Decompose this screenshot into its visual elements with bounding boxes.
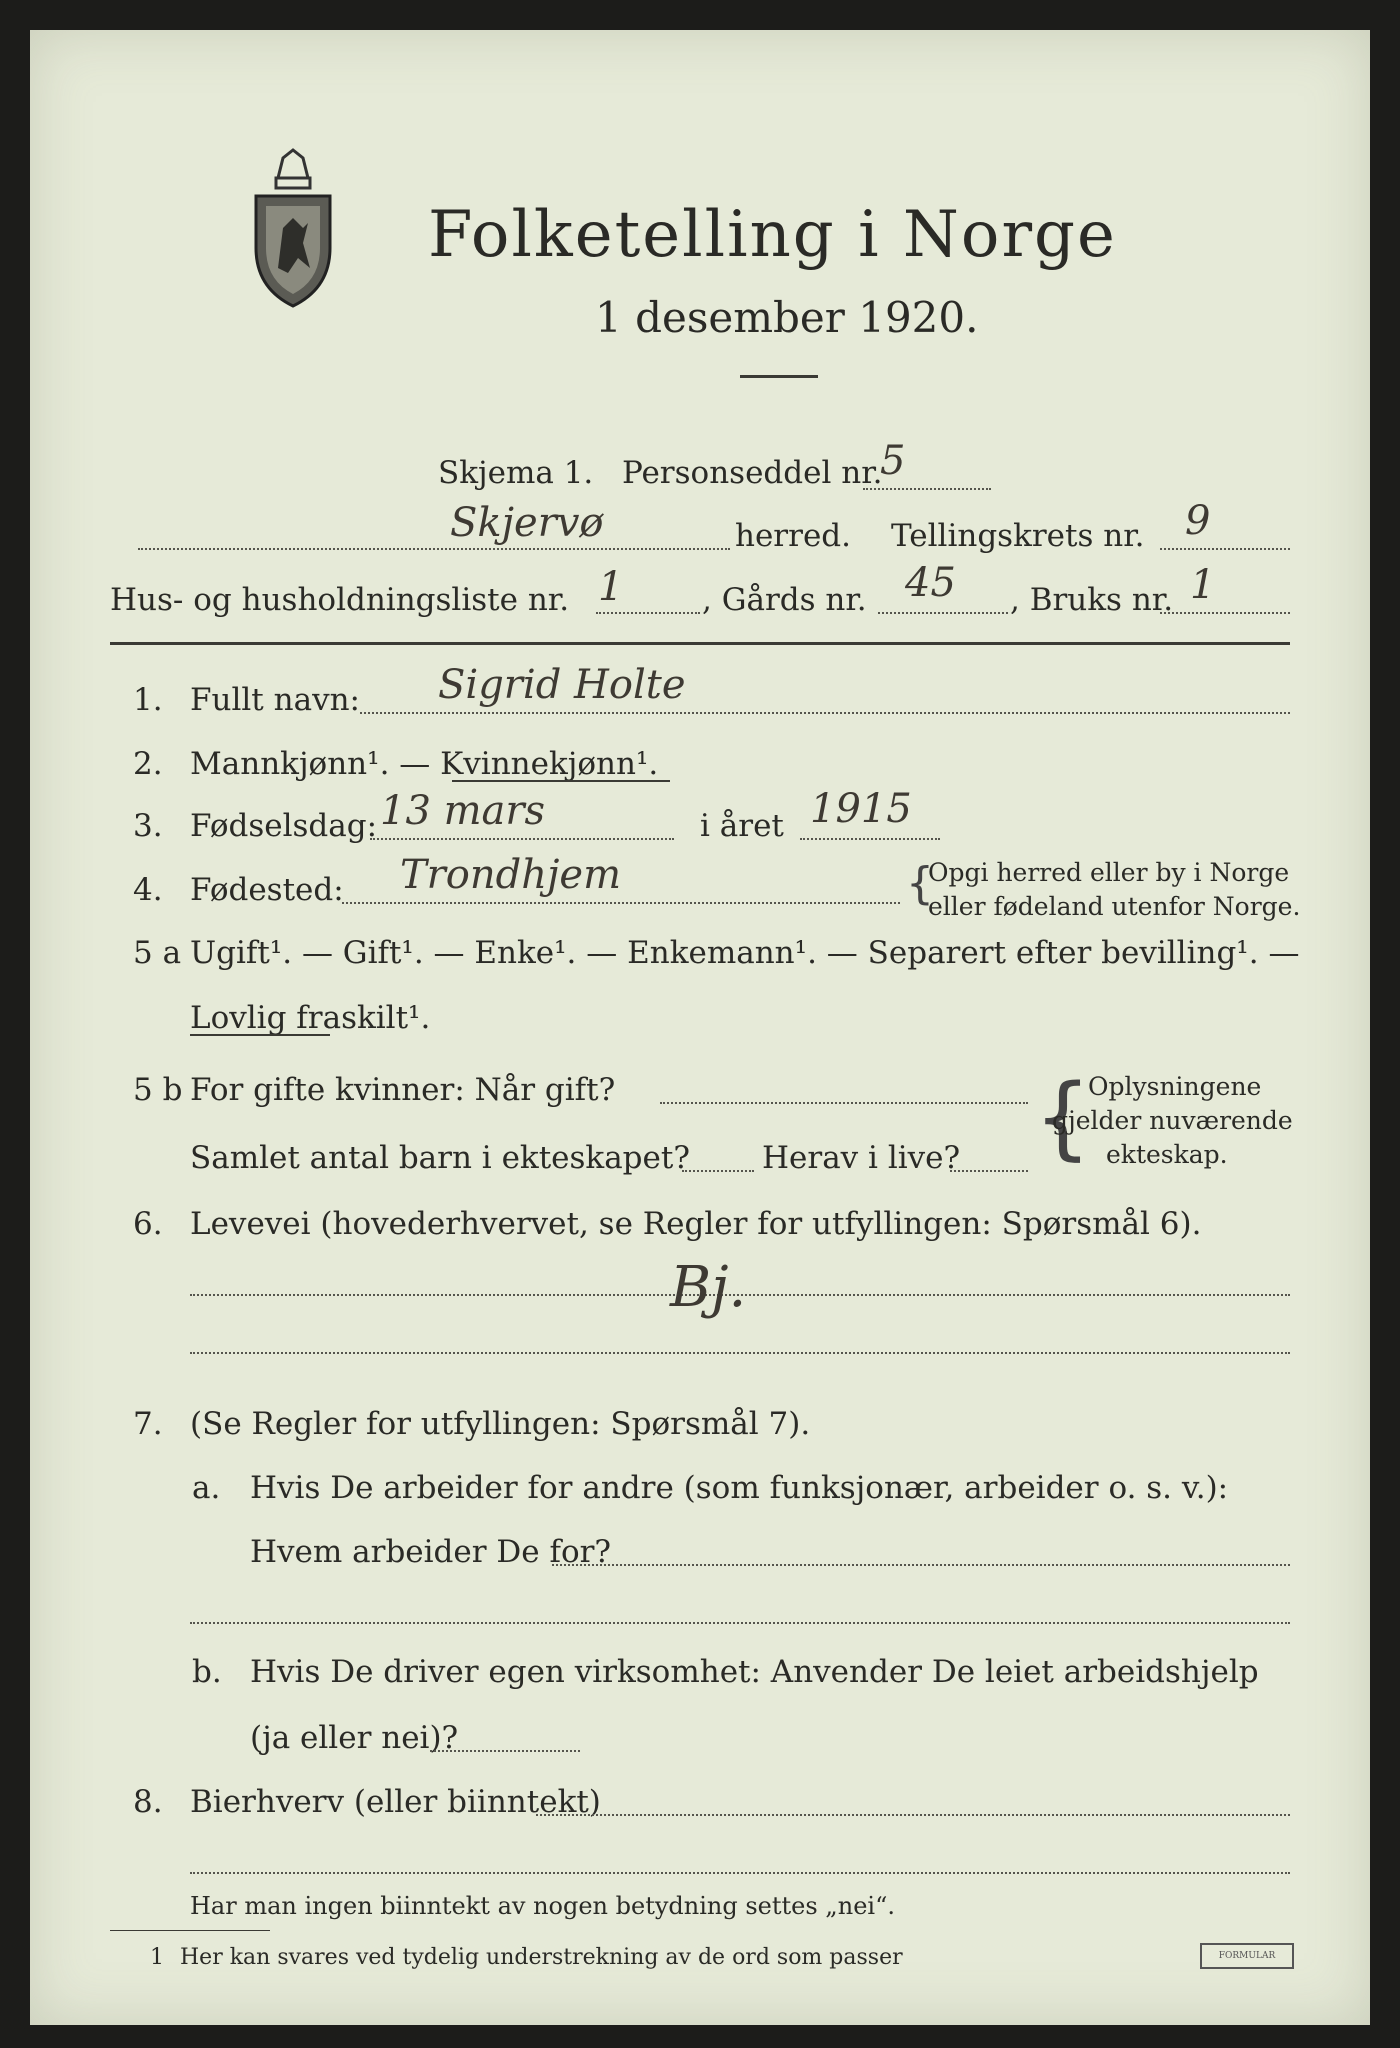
q8-number: 8. xyxy=(133,1784,163,1820)
herred-value[interactable]: Skjervø xyxy=(450,500,604,546)
biinntekt-note: Har man ingen biinntekt av nogen betydning settes „nei“. xyxy=(190,1892,895,1920)
q5b-note-line3: ekteskap. xyxy=(1106,1140,1228,1169)
q5a-line2: Lovlig fraskilt¹. xyxy=(190,1000,431,1036)
q7b-letter: b. xyxy=(192,1654,222,1690)
q6-number: 6. xyxy=(133,1206,163,1242)
q4-number: 4. xyxy=(133,872,163,908)
personseddel-label: Personseddel nr. xyxy=(622,455,883,491)
q5b-line1: For gifte kvinner: Når gift? xyxy=(190,1072,616,1108)
year-label: i året xyxy=(700,808,784,844)
tellingskrets-value[interactable]: 9 xyxy=(1185,498,1211,544)
q5b-line2b: Herav i live? xyxy=(762,1140,961,1176)
header-divider xyxy=(110,642,1290,645)
herred-label: herred. xyxy=(735,518,851,554)
q5a-line1: Ugift¹. — Gift¹. — Enke¹. — Enkemann¹. — Separert efter bevilling¹. — xyxy=(190,935,1300,971)
q5b-note-line1: Oplysningene xyxy=(1088,1072,1262,1101)
birth-year-value[interactable]: 1915 xyxy=(810,786,912,832)
q4-label: Fødested: xyxy=(190,872,344,908)
q8-label: Bierhverv (eller biinntekt) xyxy=(190,1784,601,1820)
q2-label: Mannkjønn¹. — Kvinnekjønn¹. xyxy=(190,746,659,782)
personseddel-value[interactable]: 5 xyxy=(880,438,906,484)
tellingskrets-label: Tellingskrets nr. xyxy=(891,518,1145,554)
hus-value[interactable]: 1 xyxy=(598,564,624,610)
q2-number: 2. xyxy=(133,746,163,782)
birthday-value[interactable]: 13 mars xyxy=(380,788,546,834)
full-name-value[interactable]: Sigrid Holte xyxy=(438,662,686,708)
q1-number: 1. xyxy=(133,682,163,718)
q5a-number: 5 a xyxy=(133,935,182,971)
q7a-letter: a. xyxy=(192,1470,221,1506)
footnote-mark: 1 xyxy=(150,1945,164,1970)
coat-of-arms-icon xyxy=(248,148,338,308)
q7-number: 7. xyxy=(133,1406,163,1442)
hus-label: Hus- og husholdningsliste nr. xyxy=(110,582,570,618)
occupation-value[interactable]: Bj. xyxy=(670,1255,747,1320)
q7b-line2: (ja eller nei)? xyxy=(250,1720,459,1756)
census-date: 1 desember 1920. xyxy=(595,293,979,342)
q4-note-line2: eller fødeland utenfor Norge. xyxy=(928,892,1301,921)
q7b-line1: Hvis De driver egen virksomhet: Anvender De leiet arbeidshjelp xyxy=(250,1654,1259,1690)
bruks-value[interactable]: 1 xyxy=(1190,562,1216,608)
fraskilt-underline xyxy=(190,1034,330,1036)
q7a-line1: Hvis De arbeider for andre (som funksjonær, arbeider o. s. v.): xyxy=(250,1470,1229,1506)
q5b-number: 5 b xyxy=(133,1072,183,1108)
bruks-label: , Bruks nr. xyxy=(1010,582,1174,618)
schema-label: Skjema 1. xyxy=(438,455,594,491)
census-form: Folketelling i Norge 1 desember 1920. Skjema 1. Personseddel nr. 5 Skjervø herred. Tellingskrets nr. 9 Hus- og husholdningsliste nr. 1 , Gårds nr. 45 , Bruks nr. 1 1. Fullt navn: Sigrid Holte 2. Mannkjønn¹. — Kvinnekjønn¹. 3. Fødselsdag: 13 mars i året 1915 4. Fødested: Trondhjem { Opgi herred eller by i Norge eller fødeland utenfor Norge. 5 a Ugift¹. — Gift¹. — Enke¹. — Enkemann¹. — Separert efter bevilling¹. — Lovlig fraskilt¹. 5 b For gifte kvinner: Når gift? Samlet antal barn i ekteskapet? Herav i live? { Oplysningene gjelder nuværende ekteskap. 6. Levevei (hovederhvervet, se Regler for utfyllingen: Spørsmål 6). Bj. 7. (Se Regler for utfyllingen: Spørsmål 7). a. Hvis De arbeider for andre (som funksjonær, arbeider o. s. v.): Hvem arbeider De for? b. Hvis De driver egen virksomhet: Anvender De leiet arbeidshjelp (ja eller nei)? 8. Bierhverv (eller biinntekt) Har man ingen biinntekt av nogen betydning settes „nei“. 1 Her kan svares ved tydelig understrekning av de ord som passer FORMULAR xyxy=(30,30,1370,2025)
q5b-line2a: Samlet antal barn i ekteskapet? xyxy=(190,1140,690,1176)
q6-label: Levevei (hovederhvervet, se Regler for utfyllingen: Spørsmål 6). xyxy=(190,1206,1202,1242)
gards-label: , Gårds nr. xyxy=(702,582,867,618)
q3-label: Fødselsdag: xyxy=(190,808,378,844)
q7-label: (Se Regler for utfyllingen: Spørsmål 7). xyxy=(190,1406,811,1442)
q1-label: Fullt navn: xyxy=(190,682,360,718)
footnote-text: Her kan svares ved tydelig understrekning av de ord som passer xyxy=(180,1945,903,1970)
q7a-line2: Hvem arbeider De for? xyxy=(250,1534,612,1570)
birthplace-value[interactable]: Trondhjem xyxy=(400,852,622,898)
q5b-note-line2: gjelder nuværende xyxy=(1052,1106,1293,1135)
kvinnekjonn-underline xyxy=(452,780,670,782)
title-divider xyxy=(740,375,818,378)
q3-number: 3. xyxy=(133,808,163,844)
printer-stamp: FORMULAR xyxy=(1200,1943,1294,1969)
form-title: Folketelling i Norge xyxy=(428,198,1117,272)
gards-value[interactable]: 45 xyxy=(905,560,956,606)
q4-note-line1: Opgi herred eller by i Norge xyxy=(928,858,1290,887)
